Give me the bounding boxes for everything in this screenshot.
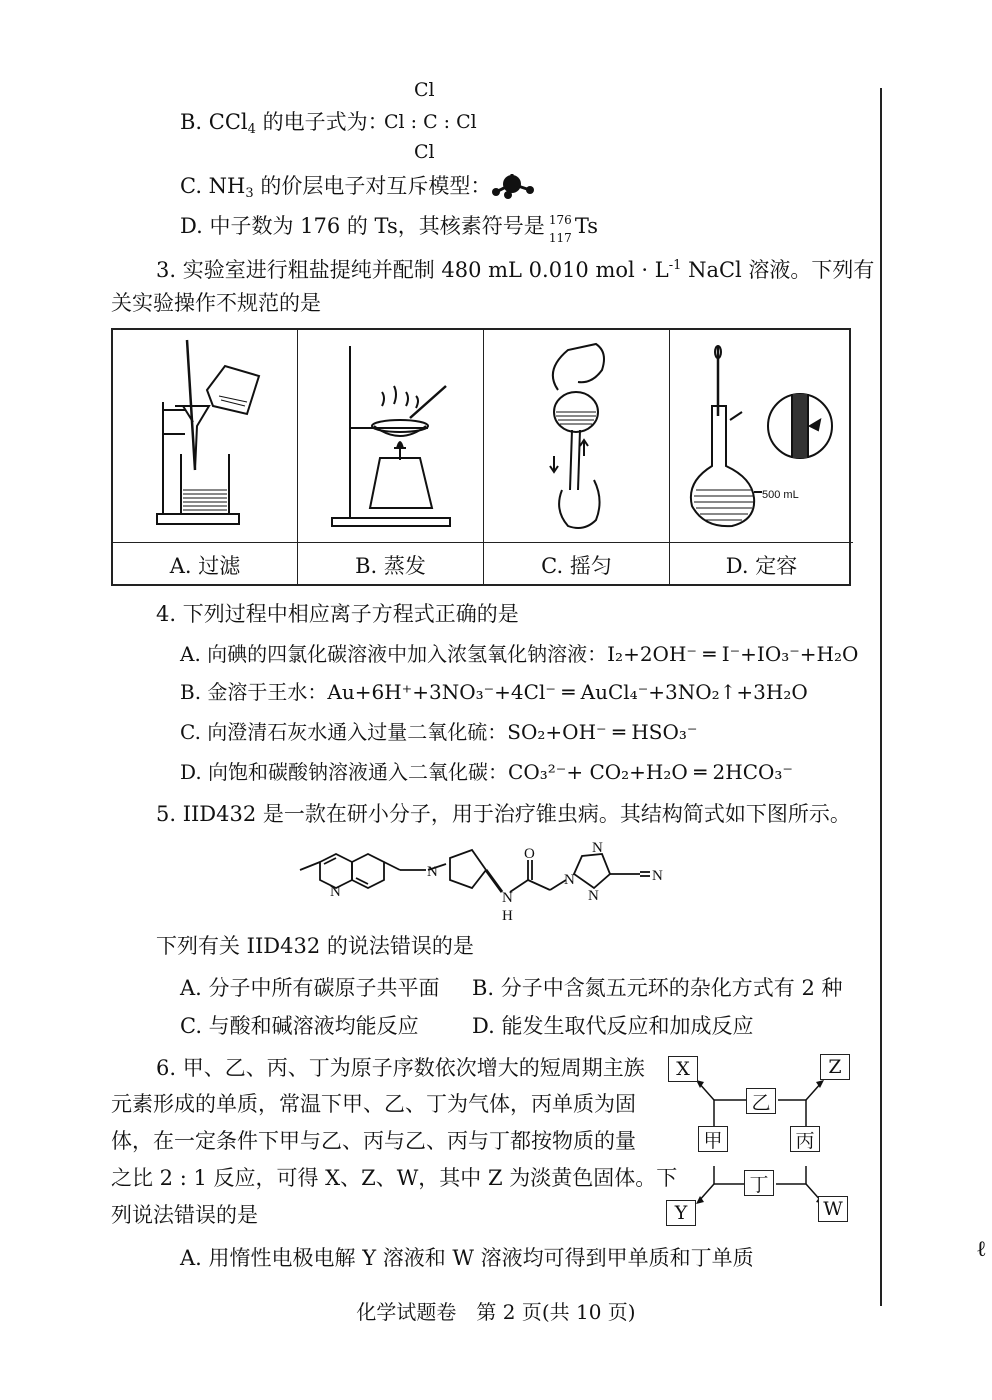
box-yi: 乙 (746, 1088, 776, 1114)
q4-option-d: D. 向饱和碳酸钠溶液通入二氧化碳：CO₃²⁻+ CO₂+H₂O ═ 2HCO₃⁻ (180, 760, 793, 784)
dot-structure-bottom: Cl (414, 141, 435, 163)
box-w: W (818, 1196, 848, 1222)
filtration-figure (113, 330, 298, 542)
q2-option-b: B. CCl$_4$ 的电子式为： (180, 110, 389, 137)
box-y: Y (666, 1200, 696, 1226)
volume-fixing-figure (670, 330, 853, 542)
atom-n-pyrrolidine: N (427, 864, 438, 880)
iid432-structure-diagram (296, 840, 676, 926)
q4-stem: 4. 下列过程中相应离子方程式正确的是 (156, 602, 519, 626)
flask-volume-label: 500 mL (762, 489, 799, 501)
atom-n-amide: N (502, 890, 513, 906)
q5-option-d: D. 能发生取代反应和加成反应 (472, 1014, 754, 1038)
q6-stem-line4: 之比 2 : 1 反应，可得 X、Z、W，其中 Z 为淡黄色固体。下 (111, 1166, 678, 1190)
q6-stem-line1: 6. 甲、乙、丙、丁为原子序数依次增大的短周期主族 (156, 1056, 645, 1080)
option-d-label: D. 定容 (670, 542, 853, 586)
q6-stem-line5: 列说法错误的是 (111, 1203, 258, 1227)
q4-option-a: A. 向碘的四氯化碳溶液中加入浓氢氧化钠溶液：I₂+2OH⁻ ═ I⁻+IO₃⁻+H₂O (180, 642, 859, 666)
atom-o-carbonyl: O (524, 846, 535, 862)
option-a-label: A. 过滤 (113, 542, 298, 586)
q5-option-b: B. 分子中含氮五元环的杂化方式有 2 种 (472, 976, 843, 1000)
atom-h-amide: H (502, 908, 513, 924)
scan-stray-mark: ℓ (976, 1237, 987, 1262)
atom-n-triazole-2: N (592, 840, 603, 856)
q5-option-c: C. 与酸和碱溶液均能反应 (180, 1014, 419, 1038)
page-footer: 化学试题卷 第 2 页(共 10 页) (356, 1300, 636, 1324)
box-ding: 丁 (744, 1170, 774, 1196)
q2-option-d: D. 中子数为 176 的 Ts，其核素符号是 176 117 Ts (180, 213, 599, 245)
atom-n-triazole-1: N (564, 872, 575, 888)
lab-operations-table (111, 328, 851, 586)
atom-n-triazole-3: N (588, 888, 599, 904)
q3-stem-line1: 3. 实验室进行粗盐提纯并配制 480 mL 0.010 mol · $L^{-1}$ NaCl 溶液。下列有 (156, 258, 875, 282)
q3-stem-line2: 关实验操作不规范的是 (111, 291, 321, 315)
q5-stem: 5. IID432 是一款在研小分子，用于治疗锥虫病。其结构简式如下图所示。 (156, 802, 851, 826)
q6-stem-line2: 元素形成的单质，常温下甲、乙、丁为气体，丙单质为固 (111, 1092, 636, 1116)
q6-option-a: A. 用惰性电极电解 Y 溶液和 W 溶液均可得到甲单质和丁单质 (180, 1246, 754, 1270)
box-jia: 甲 (698, 1126, 728, 1152)
vsepr-model-icon (488, 170, 538, 200)
q5-sub-stem: 下列有关 IID432 的说法错误的是 (156, 934, 474, 958)
q6-stem-line3: 体，在一定条件下甲与乙、丙与乙、丙与丁都按物质的量 (111, 1129, 636, 1153)
option-c-label: C. 摇匀 (484, 542, 670, 586)
margin-rule (880, 88, 882, 1306)
q2-option-c: C. $NH_3$ 的价层电子对互斥模型： (180, 174, 492, 201)
evaporation-figure (298, 330, 484, 542)
atom-n-nitrile: N (652, 868, 663, 884)
option-b-label: B. 蒸发 (298, 542, 484, 586)
shaking-figure (484, 330, 670, 542)
q5-option-a: A. 分子中所有碳原子共平面 (180, 976, 440, 1000)
box-z: Z (820, 1054, 850, 1080)
dot-structure-top: Cl (414, 79, 435, 101)
q4-option-c: C. 向澄清石灰水通入过量二氧化硫：SO₂+OH⁻ ═ HSO₃⁻ (180, 720, 698, 744)
q4-option-b: B. 金溶于王水：Au+6H⁺+3NO₃⁻+4Cl⁻ ═ AuCl₄⁻+3NO₂↑+3H₂O (180, 680, 808, 704)
box-bing: 丙 (790, 1126, 820, 1152)
box-x: X (668, 1056, 698, 1082)
dot-structure-middle: Cl : C : Cl (384, 111, 477, 133)
atom-n-quinoline: N (330, 884, 341, 900)
